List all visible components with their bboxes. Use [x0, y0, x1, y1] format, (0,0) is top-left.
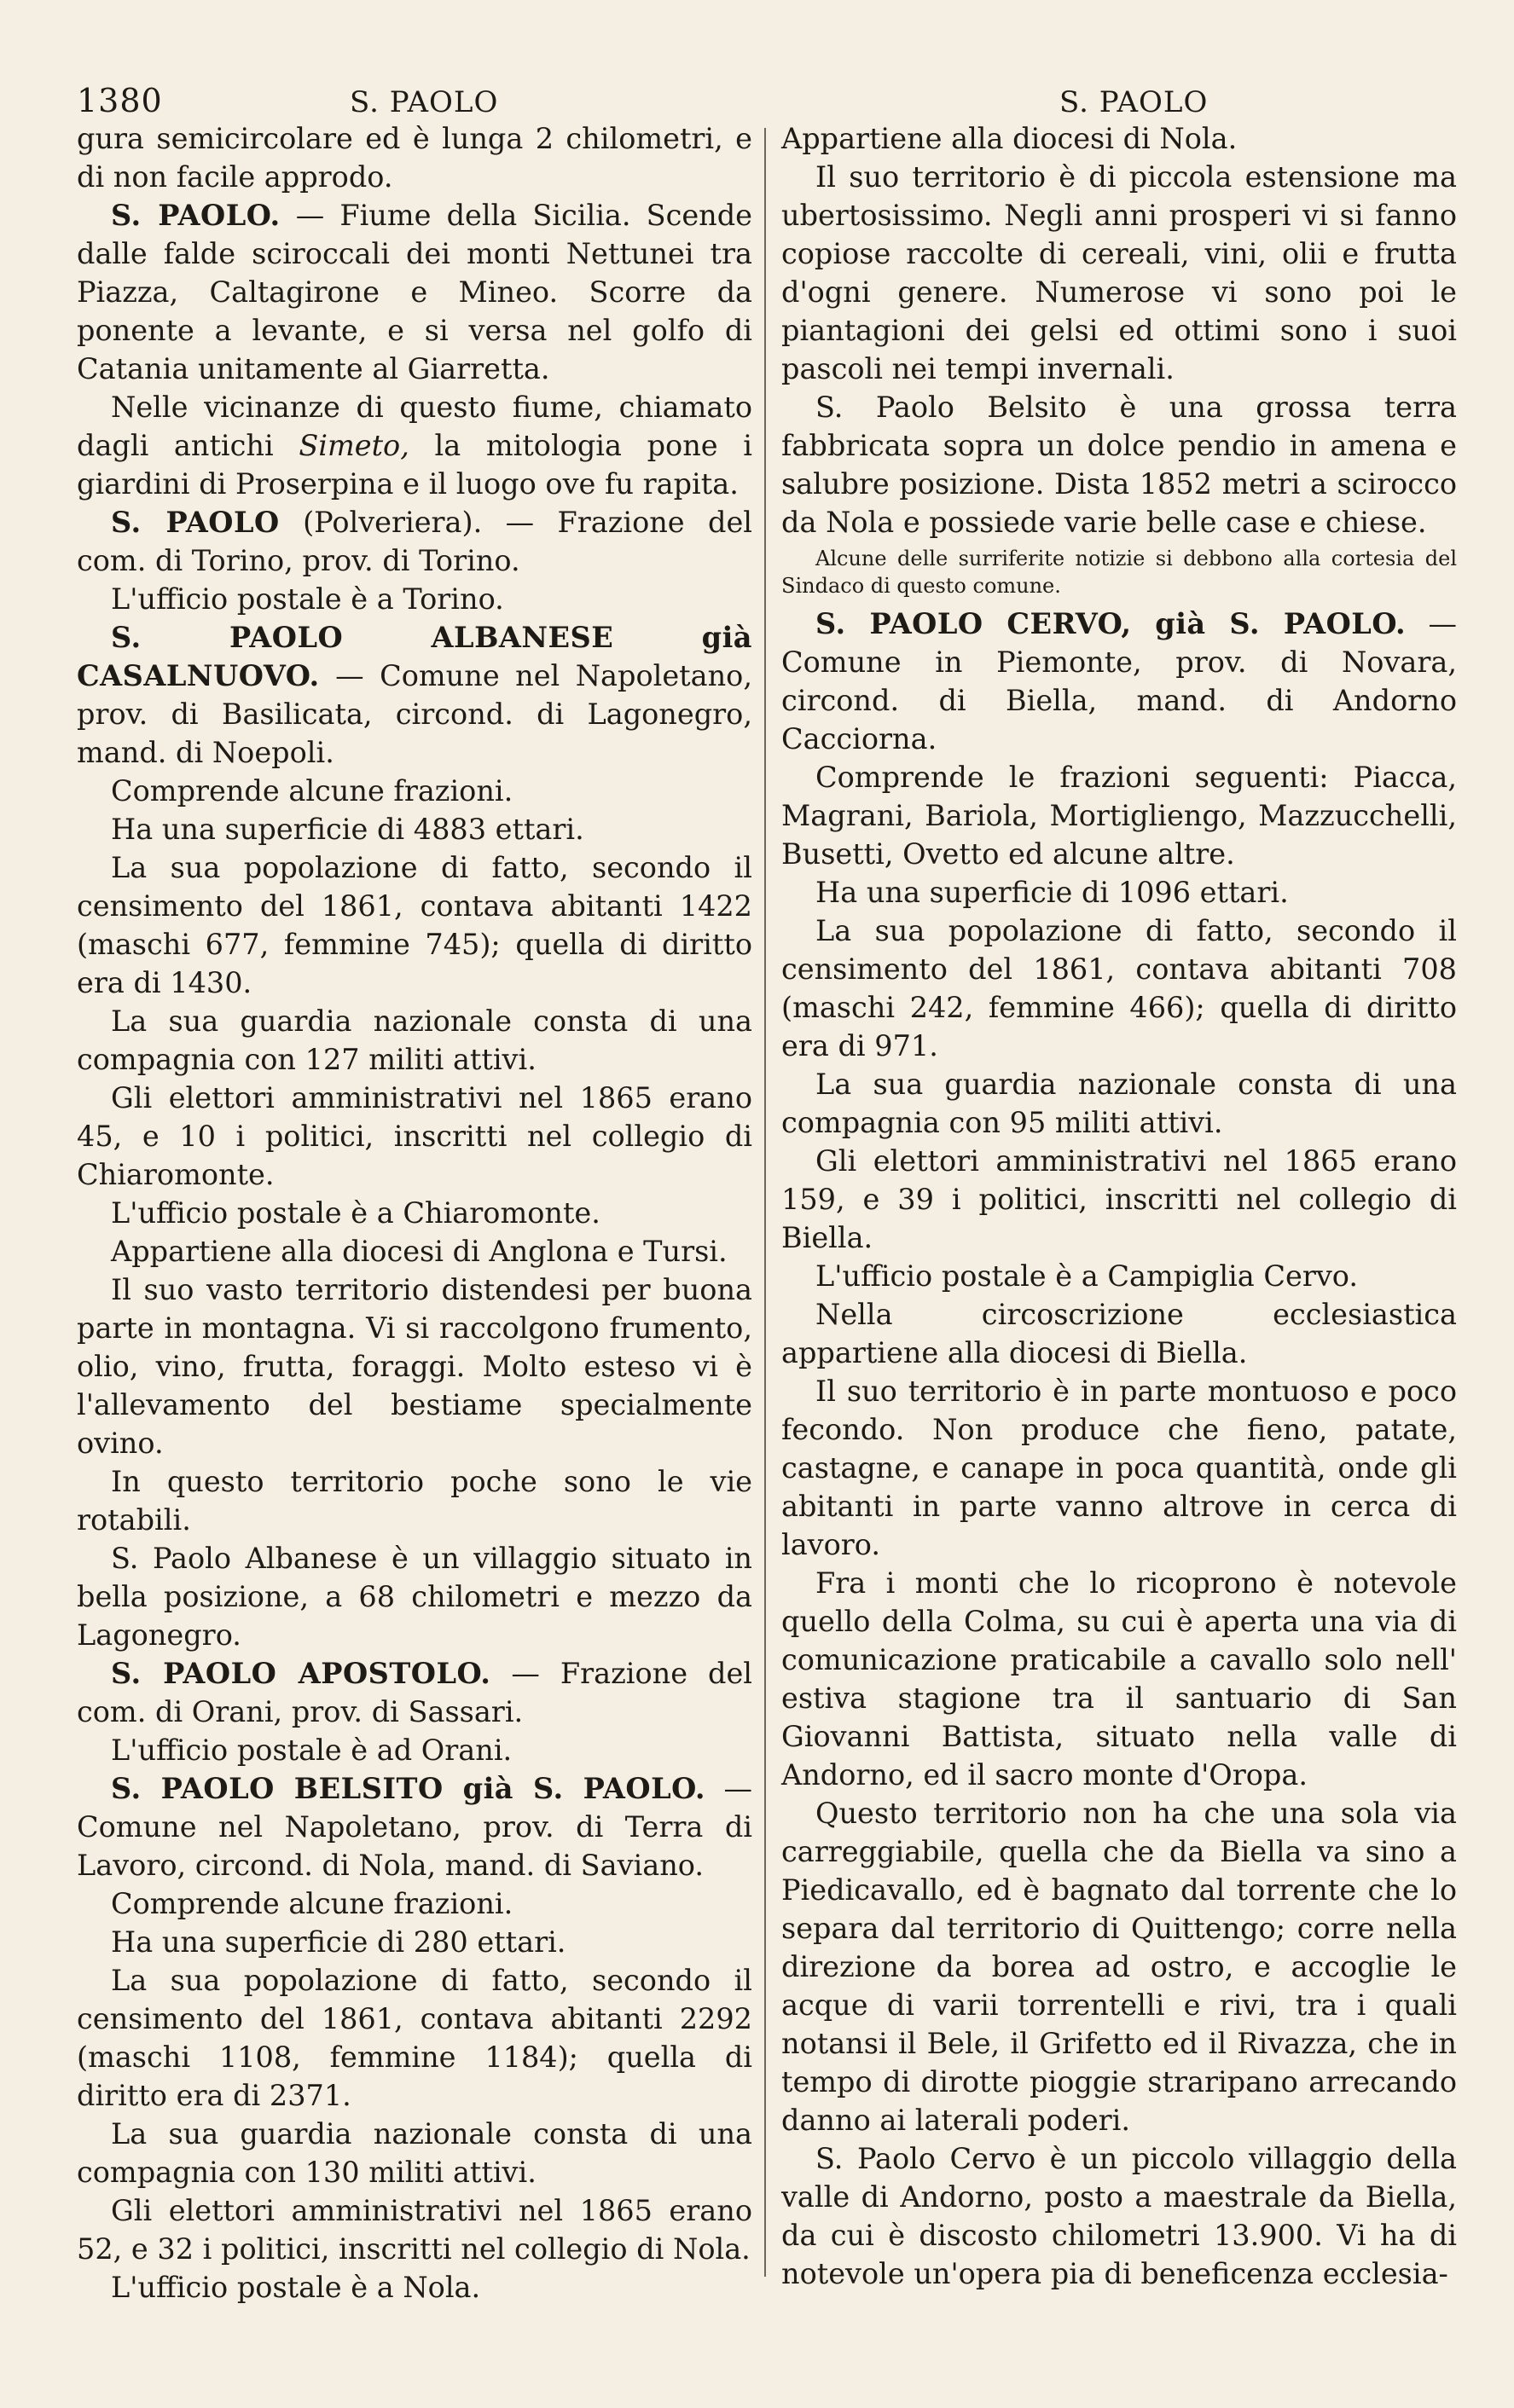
paragraph: Appartiene alla diocesi di Anglona e Tursi.: [111, 1235, 728, 1268]
entry-s-paolo-fiume: [77, 196, 752, 388]
entry-text: — Frazione del com. di Orani, prov. di Sassari.: [77, 1657, 752, 1728]
entry-heading: S. PAOLO BELSITO già S. PAOLO.: [111, 1772, 706, 1805]
running-head-right: S. PAOLO: [1059, 85, 1209, 119]
paragraph: S. Paolo Belsito è una grossa terra fabbricata sopra un dolce pendio in amena e salubre posizione. Dista 1852 metri a scirocco da Nola e possiede varie belle case e chiese.: [781, 391, 1457, 539]
entry-s-paolo-apostolo: [77, 1654, 752, 1731]
paragraph: Ha una superficie di 1096 ettari.: [815, 876, 1289, 909]
page-number: 1380: [77, 82, 163, 119]
paragraph: gura semicircolare ed è lunga 2 chilometri, e di non facile approdo.: [77, 122, 752, 194]
paragraph: Fra i monti che lo ricoprono è notevole quello della Colma, su cui è aperta una via di comunicazione praticabile a cavallo solo nell' estiva stagione tra il santuario di San Giovanni Battista, situato nella valle di Andorno, ed il sacro monte d'Oropa.: [781, 1566, 1457, 1792]
entry-heading: S. PAOLO APOSTOLO.: [111, 1657, 491, 1690]
left-column: [77, 119, 752, 2307]
paragraph: Appartiene alla diocesi di Nola.: [781, 122, 1238, 155]
paragraph: S. Paolo Cervo è un piccolo villaggio della valle di Andorno, posto a maestrale da Biella, da cui è discosto chilometri 13.900. Vi ha di notevole un'opera pia di beneficenza ecclesia-: [781, 2142, 1457, 2290]
paragraph: La sua guardia nazionale consta di una compagnia con 95 militi attivi.: [781, 1068, 1457, 1139]
paragraph: L'ufficio postale è a Torino.: [111, 582, 504, 616]
paragraph: Gli elettori amministrativi nel 1865 erano 159, e 39 i politici, inscritti nel collegio di Biella.: [781, 1144, 1457, 1254]
paragraph: Il suo vasto territorio distendesi per buona parte in montagna. Vi si raccolgono frumento, olio, vino, frutta, foraggi. Molto esteso vi è l'allevamento del bestiame specialmente ovino.: [77, 1273, 752, 1460]
paragraph: L'ufficio postale è ad Orani.: [111, 1734, 513, 1767]
paragraph: Il suo territorio è in parte montuoso e poco fecondo. Non produce che fieno, patate, castagne, e canape in poca quantità, onde gli abitanti in parte vanno altrove in cerca di lavoro.: [781, 1375, 1457, 1561]
paragraph-text: la mitologia pone i giardini di Proserpina e il luogo ove fu rapita.: [77, 429, 752, 501]
entry-heading: S. PAOLO.: [111, 199, 281, 232]
paragraph: In questo territorio poche sono le vie rotabili.: [77, 1465, 752, 1537]
entry-text: — Fiume della Sicilia. Scende dalle falde sciroccali dei monti Nettunei tra Piazza, Caltagirone e Mineo. Scorre da ponente a levante, e si versa nel golfo di Catania unitamente al Giarretta.: [77, 199, 753, 385]
paragraph: L'ufficio postale è a Campiglia Cervo.: [815, 1259, 1359, 1293]
paragraph: La sua guardia nazionale consta di una compagnia con 127 militi attivi.: [77, 1004, 752, 1076]
entry-text: (Polveriera). — Frazione del com. di Torino, prov. di Torino.: [77, 506, 752, 577]
paragraph: Gli elettori amministrativi nel 1865 erano 45, e 10 i politici, inscritti nel collegio di Chiaromonte.: [77, 1081, 752, 1191]
italic-term: Simeto,: [299, 429, 409, 462]
paragraph: Comprende le frazioni seguenti: Piacca, Magrani, Bariola, Mortigliengo, Mazzucchelli, Busetti, Ovetto ed alcune altre.: [781, 761, 1457, 871]
paragraph: Comprende alcune frazioni.: [111, 1887, 513, 1920]
entry-heading: S. PAOLO ALBANESE già CASALNUOVO.: [77, 621, 752, 692]
entry-s-paolo-cervo: [781, 605, 1457, 758]
entry-text: — Comune in Piemonte, prov. di Novara, circond. di Biella, mand. di Andorno Cacciorna.: [781, 607, 1457, 755]
paragraph: La sua popolazione di fatto, secondo il censimento del 1861, contava abitanti 708 (maschi 242, femmine 466); quella di diritto era di 971.: [781, 914, 1457, 1062]
paragraph-text: Nelle vicinanze di questo fiume, chiamato dagli antichi: [77, 391, 752, 462]
paragraph: Nella circoscrizione ecclesiastica appartiene alla diocesi di Biella.: [781, 1298, 1457, 1369]
column-divider: [764, 128, 766, 2277]
paragraph: Ha una superficie di 4883 ettari.: [111, 813, 584, 846]
paragraph: S. Paolo Albanese è un villaggio situato in bella posizione, a 68 chilometri e mezzo da Lagonegro.: [77, 1542, 752, 1652]
paragraph: [77, 388, 752, 503]
paragraph: La sua guardia nazionale consta di una compagnia con 130 militi attivi.: [77, 2117, 752, 2189]
paragraph: La sua popolazione di fatto, secondo il censimento del 1861, contava abitanti 1422 (maschi 677, femmine 745); quella di diritto era di 1430.: [77, 851, 752, 999]
entry-s-paolo-albanese: [77, 618, 752, 772]
running-head-left: S. PAOLO: [350, 85, 499, 119]
entry-heading: S. PAOLO: [111, 506, 280, 539]
paragraph: L'ufficio postale è a Chiaromonte.: [111, 1196, 600, 1230]
entry-text: — Comune nel Napoletano, prov. di Terra di Lavoro, circond. di Nola, mand. di Saviano.: [77, 1772, 752, 1882]
paragraph: Ha una superficie di 280 ettari.: [111, 1925, 566, 1959]
paragraph: Questo territorio non ha che una sola via carreggiabile, quella che da Biella va sino a Piedicavallo, ed è bagnato dal torrente che lo separa dal territorio di Quittengo; corre nella direzione da borea ad ostro, e accoglie le acque di varii torrentelli e rivi, tra i quali notansi il Bele, il Grifetto ed il Rivazza, che in tempo di dirotte pioggie straripano arrecando danno ai laterali poderi.: [781, 1797, 1457, 2137]
footnote: Alcune delle surriferite notizie si debbono alla cortesia del Sindaco di questo comune.: [781, 547, 1457, 598]
entry-heading: S. PAOLO CERVO, già S. PAOLO.: [815, 607, 1407, 640]
right-column: [781, 119, 1457, 2293]
paragraph: Il suo territorio è di piccola estensione ma ubertosissimo. Negli anni prosperi vi si fanno copiose raccolte di cereali, vini, olii e frutta d'ogni genere. Numerose vi sono poi le piantagioni dei gelsi ed ottimi sono i suoi pascoli nei tempi invernali.: [781, 160, 1457, 385]
entry-text: — Comune nel Napoletano, prov. di Basilicata, circond. di Lagonegro, mand. di Noepoli.: [77, 659, 752, 769]
paragraph: Gli elettori amministrativi nel 1865 erano 52, e 32 i politici, inscritti nel collegio di Nola.: [77, 2194, 752, 2266]
paragraph: Comprende alcune frazioni.: [111, 774, 513, 807]
paragraph: L'ufficio postale è a Nola.: [111, 2271, 481, 2304]
entry-s-paolo-polveriera: [77, 503, 752, 580]
entry-s-paolo-belsito: [77, 1769, 752, 1884]
paragraph: La sua popolazione di fatto, secondo il censimento del 1861, contava abitanti 2292 (maschi 1108, femmine 1184); quella di diritto era di 2371.: [77, 1964, 752, 2112]
